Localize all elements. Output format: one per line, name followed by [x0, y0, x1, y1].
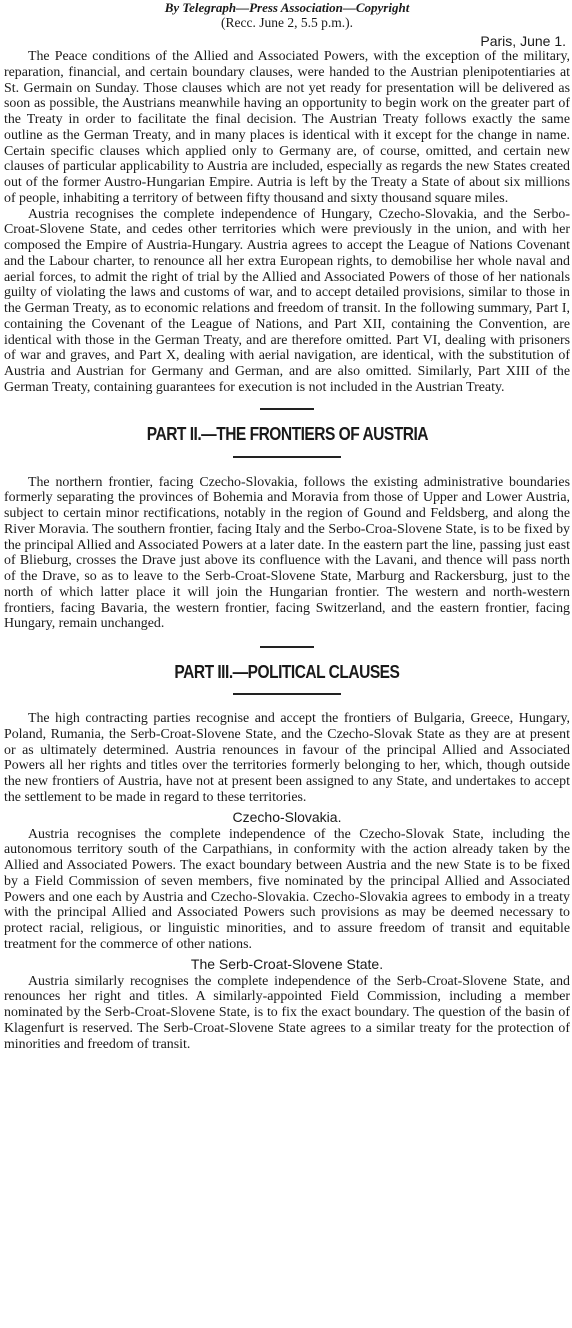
- serb-croat-slovene-paragraph: Austria similarly recognises the complete independence of the Serb-Croat-Slovene State, and renounces her right and titles. A similarly-appointed Field Commission, including a member nominated by the Serb-Croat-Slovene State, is to fix the exact boundary. The question of the basin of Klagenfurt is reserved. The Serb-Croat-Slovene State agrees to a similar treaty for the protection of minorities and freedom of transit.: [4, 973, 570, 1052]
- dateline: Paris, June 1.: [480, 33, 566, 49]
- part-3-heading: PART III.—POLITICAL CLAUSES: [174, 660, 400, 682]
- section-divider: [260, 646, 314, 648]
- part-2-paragraph: The northern frontier, facing Czecho-Slovakia, follows the existing administrative boundaries formerly separating the provinces of Bohemia and Moravia from those of Upper and Lower Austria, subject to certain minor rectifications, notably in the region of Gound and Feldsberg, and along the River Moravia. The southern frontier, facing Italy and the Serbo-Croa-Slovene State, is to be fixed by the principal Allied and Associated Powers at a later date. In the eastern part the line, passing just east of Blieburg, crosses the Drave just above its confluence with the Lavani, and thence will pass north of the Drave, so as to leave to the Serb-Croat-Slovene State, Marburg and Rackersburg, just to the north of which latter place it will join the Hungarian frontier. The western and north-western frontiers, facing Bavaria, the western frontier, facing Switzerland, and the eastern frontier, facing Hungary, remain unchanged.: [4, 474, 570, 632]
- intro-paragraph-2: Austria recognises the complete independence of Hungary, Czecho-Slovakia, and the Serbo-Croat-Slovene State, and cedes other territories which were previously in the union, and with her composed the Empire of Austria-Hungary. Austria agrees to accept the League of Nations Covenant and the Labour charter, to renounce all her extra European rights, to demobilise her whole naval and aerial forces, to admit the right of trial by the Allied and Associated Powers of those of her nationals guilty of violating the laws and customs of war, and to accept detailed provisions, similar to those in the German Treaty, as to economic relations and freedom of transit. In the following summary, Part I, containing the Covenant of the League of Nations, and Part XII, containing the Convention, are identical with those in the German Treaty, and are therefore omitted. Part VI, dealing with prisoners of war and graves, and Part X, dealing with aerial navigation, are identical, with the substitution of Austria and Austrian for Germany and German, and are also omitted. Similarly, Part XIII of the German Treaty, containing guarantees for execution is not included in the Austrian Treaty.: [4, 206, 570, 395]
- received-timestamp: (Recc. June 2, 5.5 p.m.).: [221, 15, 353, 30]
- serb-croat-slovene-subheading: The Serb-Croat-Slovene State.: [190, 955, 384, 972]
- section-divider: [260, 408, 314, 410]
- czecho-slovakia-paragraph: Austria recognises the complete independence of the Czecho-Slovak State, including the autonomous territory south of the Carpathians, in conformity with the action already taken by the Allied and Associated Powers. The exact boundary between Austria and the new State is to be fixed by a Field Commission of seven members, five nominated by the principal Allied and Associated Powers and one each by Austria and Czecho-Slovakia. Czecho-Slovakia agrees to embody in a treaty with the principal Allied and Associated Powers such provisions as may be deemed necessary to protect racial, religious, or linguistic minorities, and to assure freedom of transit and equitable treatment for the commerce of other nations.: [4, 826, 570, 952]
- heading-underline: [233, 456, 341, 458]
- part-3-paragraph: The high contracting parties recognise and accept the frontiers of Bulgaria, Greece, Hungary, Poland, Rumania, the Serb-Croat-Slovene State, and the Czecho-Slovak State as they are at present or as ultimately determined. Austria renounces in favour of the principal Allied and Associated Powers all her rights and titles over the territories formerly belonging to her, which, though outside the new frontiers of Austria, have not at present been assigned to any State, and undertakes to accept the settlement to be made in regard to these territories.: [4, 711, 570, 805]
- intro-paragraph-1: The Peace conditions of the Allied and Associated Powers, with the exception of the military, reparation, financial, and certain boundary clauses, were handed to the Austrian plenipotentiaries at St. Germain on Sunday. Those clauses which are not yet ready for presentation will be delivered as soon as possible, the Austrians meanwhile having an opportunity to begin work on the greater part of the Treaty in order to facilitate the final decision. The Austrian Treaty follows exactly the same outline as the German Treaty, and in many places is identical with it except for the change in name. Certain specific clauses which applied only to Germany are, of course, omitted, and certain new clauses of particular applicability to Austria are included, especially as regards the new States created out of the former Austro-Hungarian Empire. Autria is left by the Treaty a State of about six millions of people, inhabiting a territory of between fifty thousand and sixty thousand square miles.: [4, 49, 570, 206]
- part-2-heading: PART II.—THE FRONTIERS OF AUSTRIA: [146, 423, 428, 444]
- czecho-slovakia-subheading: Czecho-Slovakia.: [232, 808, 342, 825]
- heading-underline: [233, 693, 341, 695]
- wire-byline: By Telegraph—Press Association—Copyright: [164, 0, 410, 15]
